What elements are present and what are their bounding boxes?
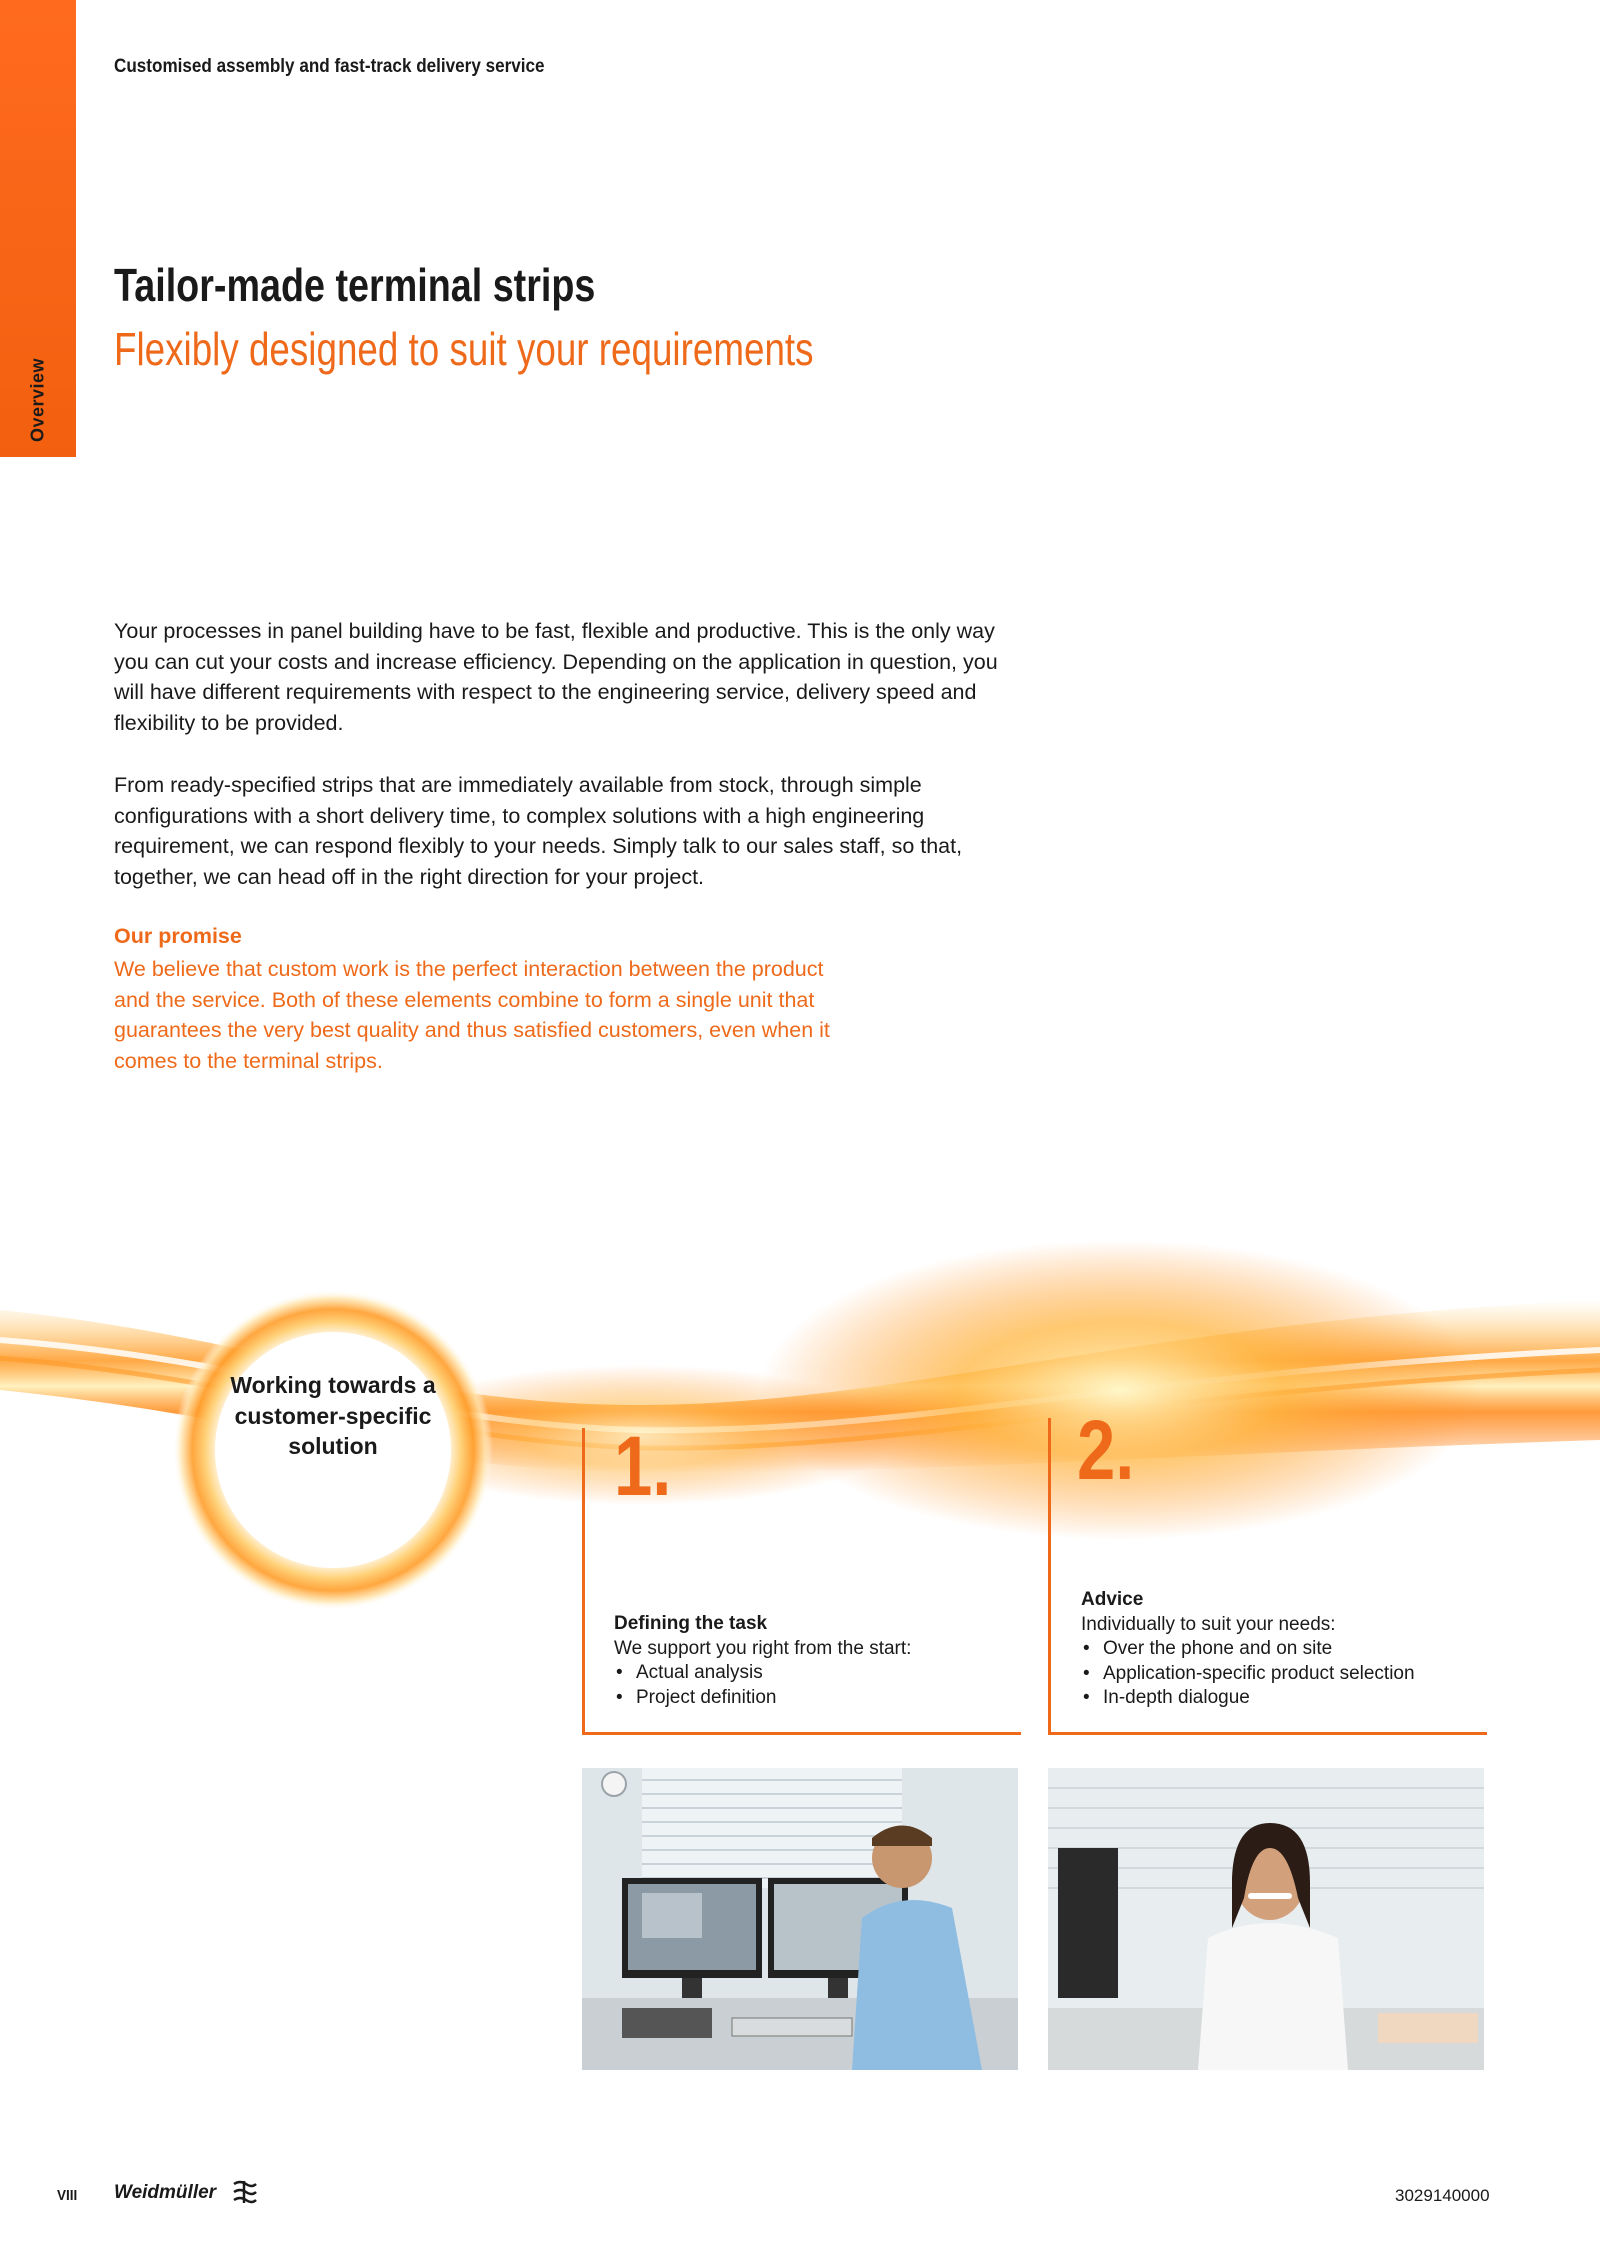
page-subtitle: Flexibly designed to suit your requirements	[114, 323, 814, 375]
list-item: • Actual analysis	[614, 1661, 911, 1686]
promise-text: We believe that custom work is the perfect interaction between the product and the service. Both of these elements combine to form a single unit that guarantees the very best quality and thus satisfied customers, even when it comes to the terminal strips.	[114, 957, 830, 1073]
side-tab-label: Overview	[27, 357, 48, 443]
document-number: 3029140000	[1395, 2186, 1490, 2205]
page-title: Tailor-made terminal strips	[114, 259, 596, 311]
list-item: • Over the phone and on site	[1081, 1637, 1415, 1662]
step-1-bullets	[614, 1661, 911, 1710]
step-2-content	[1081, 1588, 1415, 1711]
step-2-heading: Advice	[1081, 1589, 1144, 1610]
intro-paragraph-2: From ready-specified strips that are immediately available from stock, through simple configurations with a short delivery time, to complex solutions with a high engineering requirement, we can respond flexibly to your needs. Simply talk to our sales staff, so that, together, we can head off in the right direction for your project.	[114, 773, 963, 889]
weidmuller-logo-icon	[232, 2180, 258, 2204]
step-1-content	[614, 1612, 911, 1710]
header-title: Customised assembly and fast-track delivery service	[114, 56, 545, 77]
step-2-number: 2.	[1077, 1403, 1135, 1497]
step-2-bullets	[1081, 1637, 1415, 1711]
engineer-workstation-photo	[582, 1768, 1018, 2070]
list-item: • Project definition	[614, 1686, 911, 1711]
advisor-photo	[1048, 1768, 1484, 2070]
promise-heading: Our promise	[114, 924, 242, 948]
solution-circle-text: Working towards a customer-specific solution	[230, 1372, 436, 1459]
step-1-number: 1.	[614, 1419, 672, 1513]
brand-logo-text: Weidmüller	[114, 2182, 217, 2203]
list-item: • In-depth dialogue	[1081, 1686, 1415, 1711]
page-number: VIII	[57, 2187, 78, 2204]
step-2-intro: Individually to suit your needs:	[1081, 1613, 1336, 1635]
step-1-heading: Defining the task	[614, 1613, 768, 1634]
step-1-intro: We support you right from the start:	[614, 1637, 912, 1659]
intro-paragraph-1: Your processes in panel building have to be fast, flexible and productive. This is the only way you can cut your costs and increase efficiency. Depending on the application in question, you will have different requirements with respect to the engineering service, delivery speed and flexibility to be provided.	[114, 619, 998, 735]
list-item: • Application-specific product selection	[1081, 1662, 1415, 1687]
